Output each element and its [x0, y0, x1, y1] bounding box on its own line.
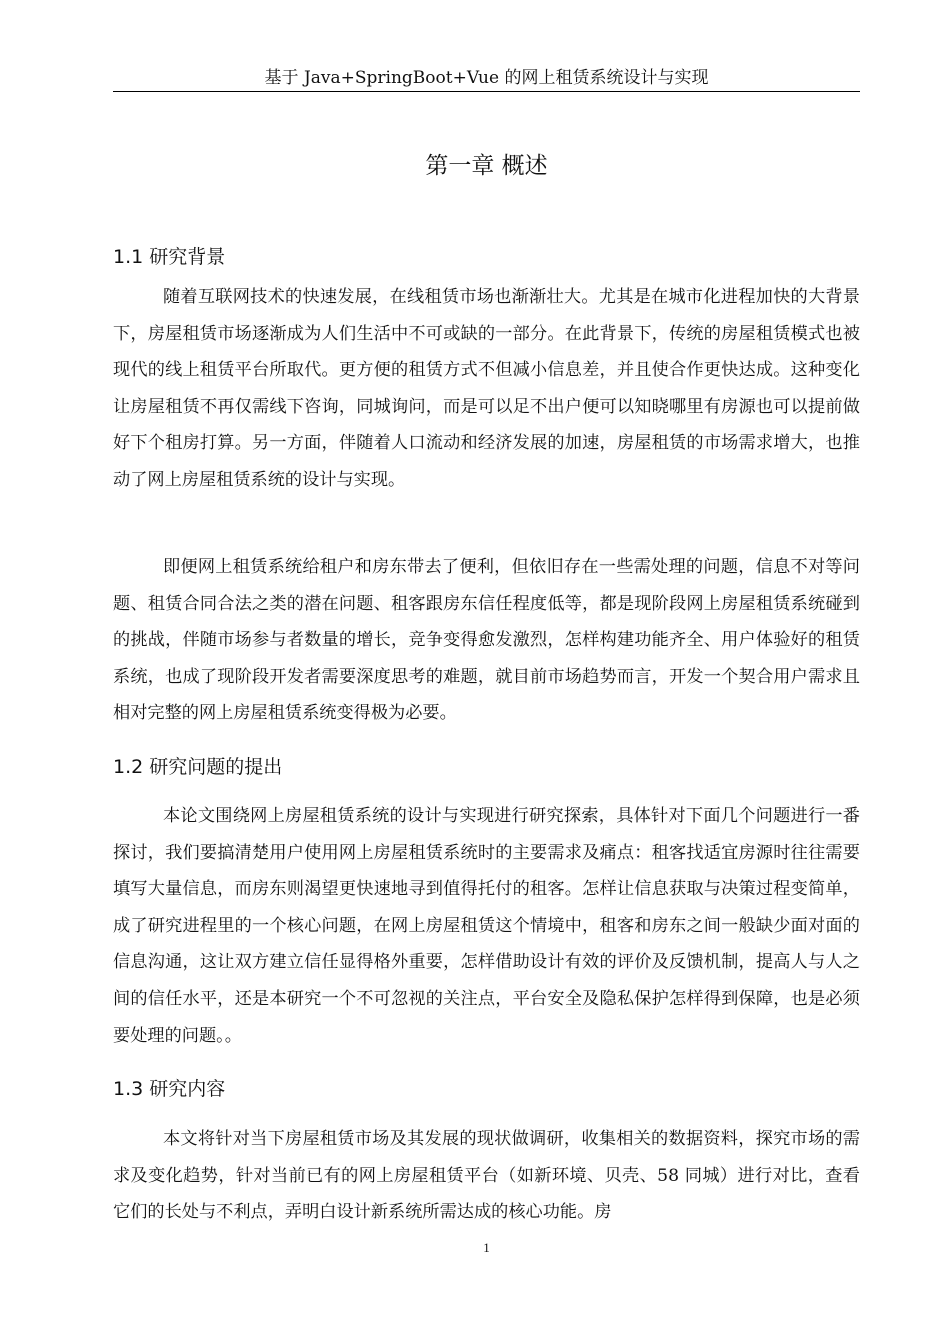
chapter-title: 第一章 概述	[425, 153, 548, 179]
paragraph-1-2-a: 本论文围绕网上房屋租赁系统的设计与实现进行研究探索，具体针对下面几个问题进行一番探讨，我们要搞清楚用户使用网上房屋租赁系统时的主要需求及痛点：租客找适宜房源时往往需要填写大量信息，而房东则渴望更快速地寻到值得托付的租客。怎样让信息获取与决策过程变简单，成了研究进程里的一个核心问题，在网上房屋租赁这个情境中，租客和房东之间一般缺少面对面的信息沟通，这让双方建立信任显得格外重要，怎样借助设计有效的评价及反馈机制，提高人与人之间的信任水平，还是本研究一个不可忽视的关注点，平台安全及隐私保护怎样得到保障，也是必须要处理的问题。。	[113, 806, 860, 1046]
section-heading-1-2: 1.2 研究问题的提出	[113, 756, 283, 778]
paragraph-1-3-a: 本文将针对当下房屋租赁市场及其发展的现状做调研，收集相关的数据资料，探究市场的需求及变化趋势，针对当前已有的网上房屋租赁平台（如新环境、贝壳、58 同城）进行对比，查看它们的长处与不利点，弄明白设计新系统所需达成的核心功能。房	[113, 1129, 860, 1223]
running-header-text: 基于 Java+SpringBoot+Vue 的网上租赁系统设计与实现	[264, 68, 709, 88]
running-header	[113, 62, 860, 92]
paragraph-1-1-a: 随着互联网技术的快速发展，在线租赁市场也渐渐壮大。尤其是在城市化进程加快的大背景下，房屋租赁市场逐渐成为人们生活中不可或缺的一部分。在此背景下，传统的房屋租赁模式也被现代的线上租赁平台所取代。更方便的租赁方式不但减小信息差，并且使合作更快达成。这种变化让房屋租赁不再仅需线下咨询，同城询问，而是可以足不出户便可以知晓哪里有房源也可以提前做好下个租房打算。另一方面，伴随着人口流动和经济发展的加速，房屋租赁的市场需求增大，也推动了网上房屋租赁系统的设计与实现。	[113, 287, 860, 490]
section-heading-1-3: 1.3 研究内容	[113, 1078, 226, 1100]
section-heading-1-1: 1.1 研究背景	[113, 246, 226, 268]
paragraph-1-1-b: 即便网上租赁系统给租户和房东带去了便利，但依旧存在一些需处理的问题，信息不对等问题、租赁合同合法之类的潜在问题、租客跟房东信任程度低等，都是现阶段网上房屋租赁系统碰到的挑战，伴随市场参与者数量的增长，竞争变得愈发激烈，怎样构建功能齐全、用户体验好的租赁系统，也成了现阶段开发者需要深度思考的难题，就目前市场趋势而言，开发一个契合用户需求且相对完整的网上房屋租赁系统变得极为必要。	[113, 557, 860, 724]
page-number: 1	[483, 1240, 490, 1255]
